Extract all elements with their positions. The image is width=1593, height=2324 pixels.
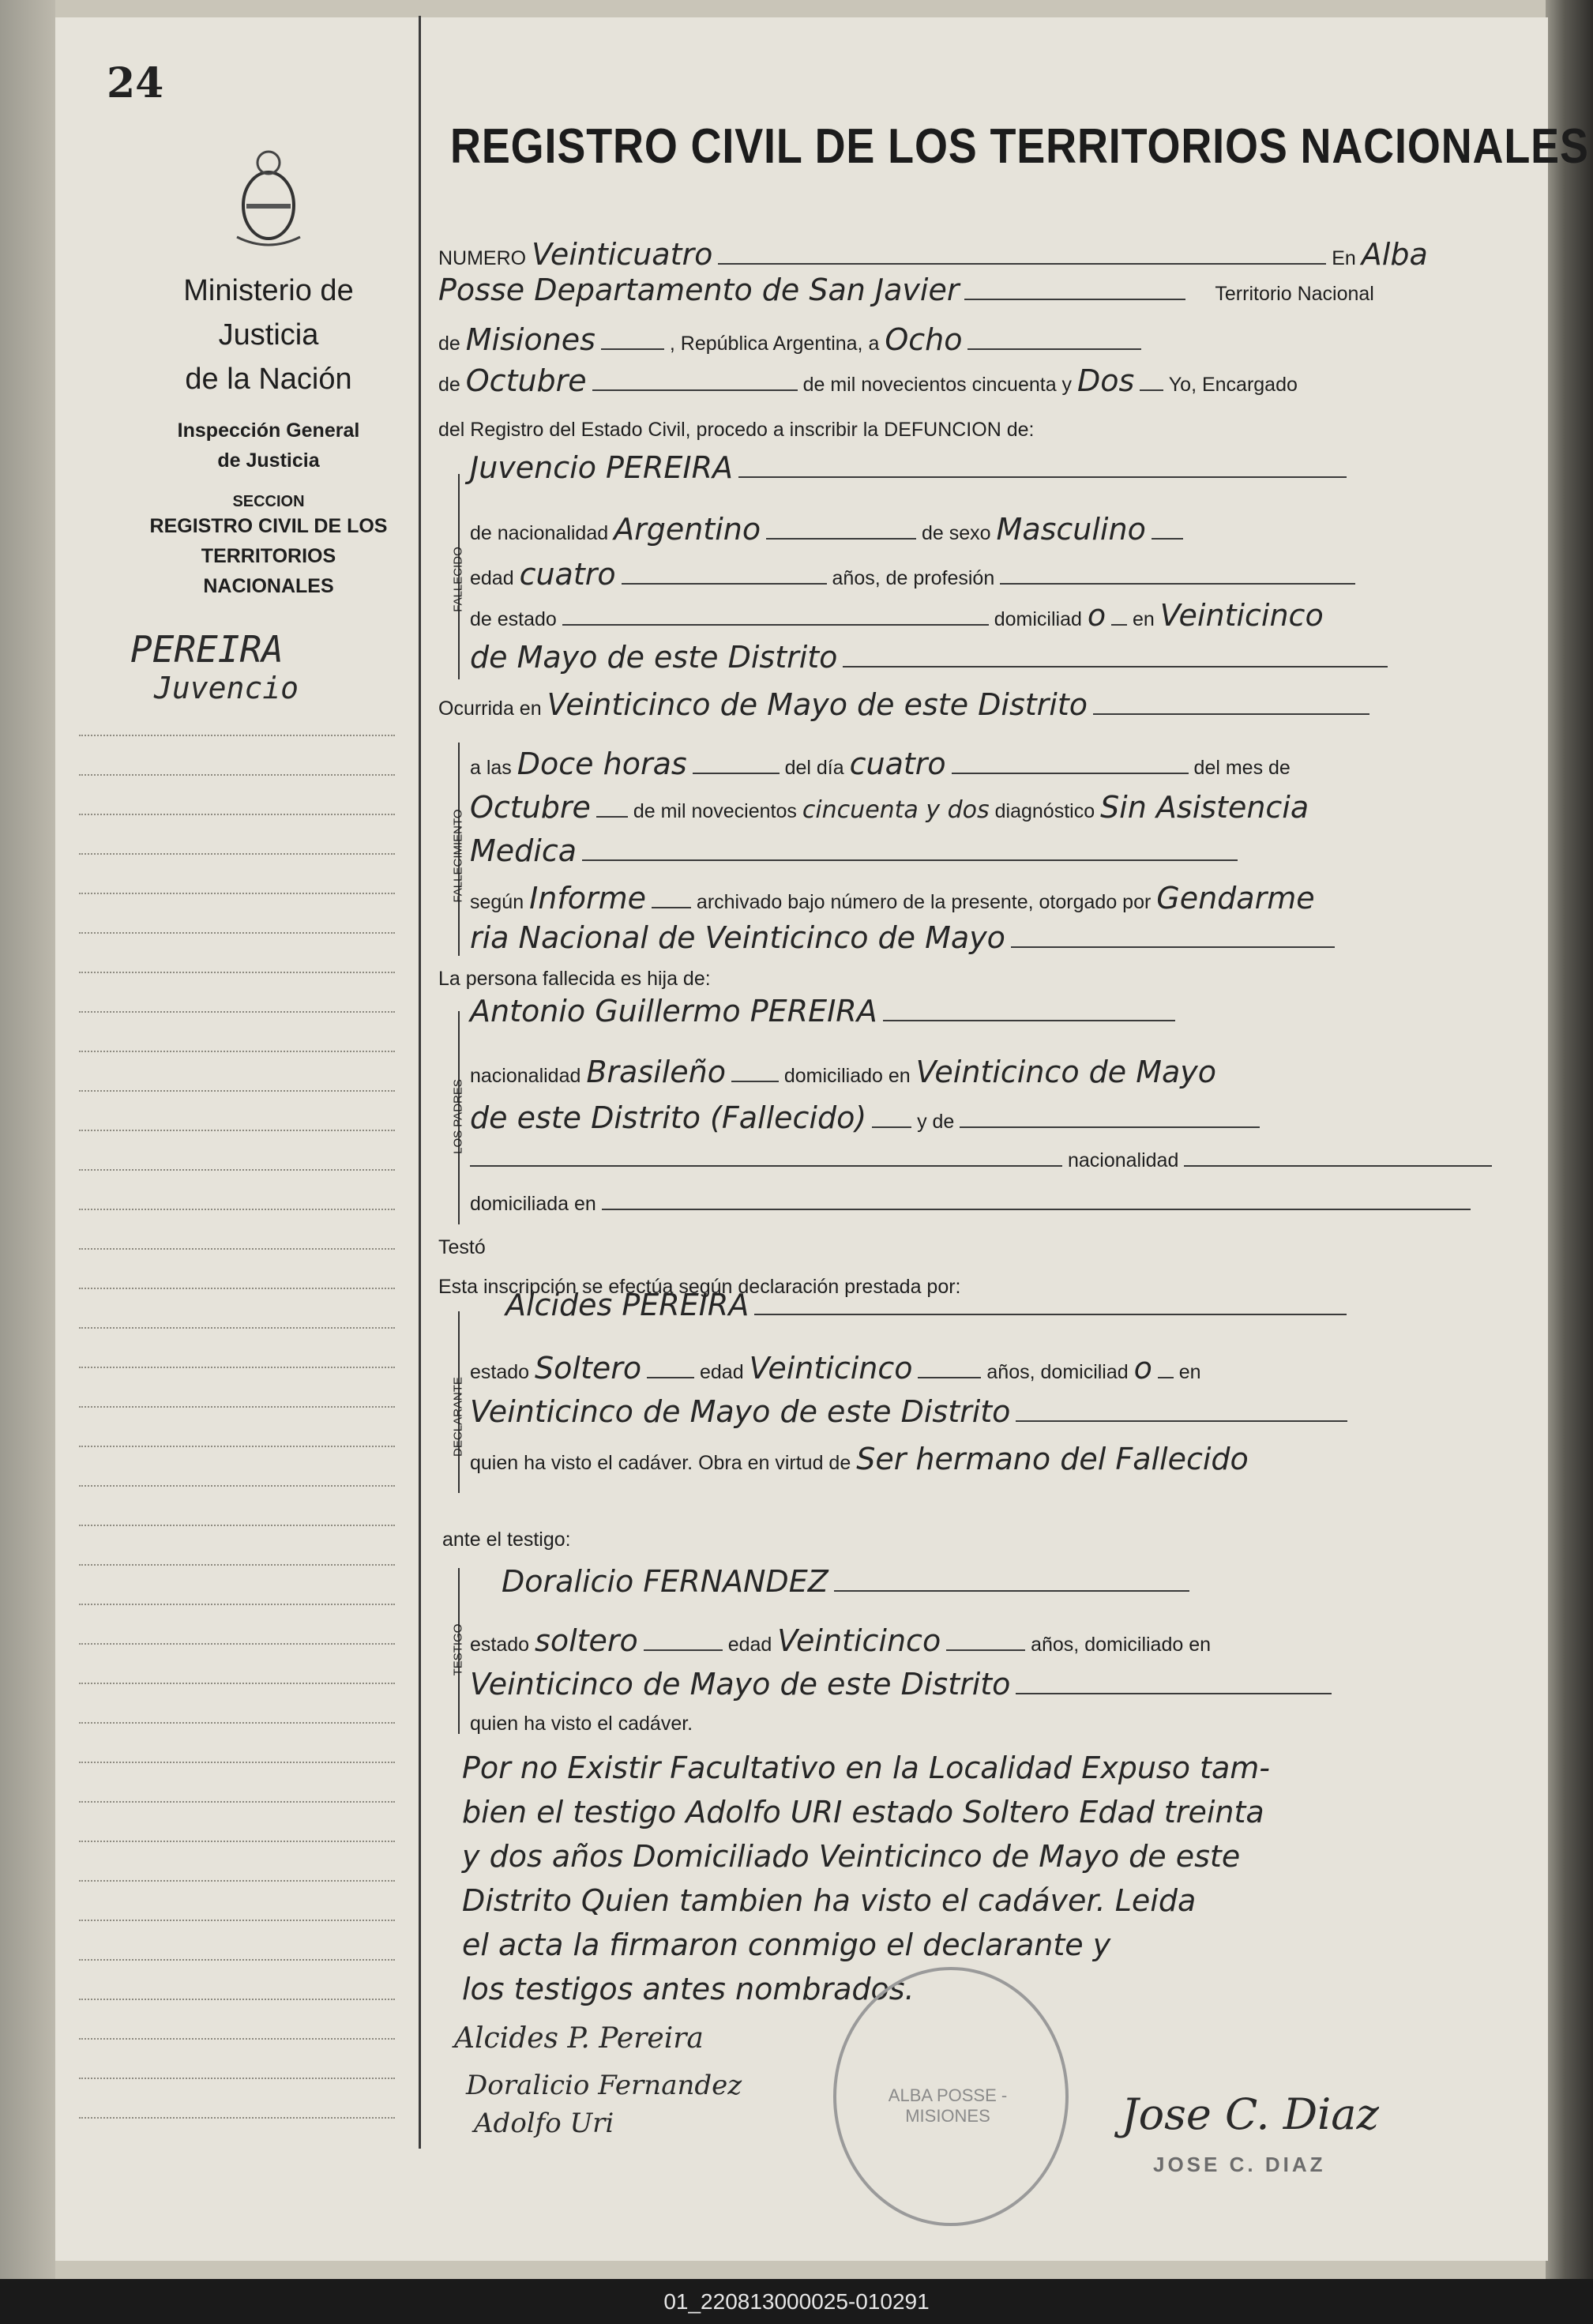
- domiciliado-value: Veinticinco de Mayo: [915, 1055, 1217, 1089]
- hora-row: [470, 746, 1291, 781]
- mes-value: Octubre: [470, 790, 591, 825]
- diagnostico-row-2: [470, 833, 1238, 868]
- testigo-anios-label: años, domiciliado en: [1031, 1634, 1212, 1656]
- dia-value: cuatro: [849, 746, 946, 781]
- note-line: bien el testigo Adolfo URI estado Soltero Edad treinta: [462, 1795, 1264, 1829]
- estado-label: de estado: [470, 608, 557, 630]
- margin-name: [130, 628, 299, 705]
- padres-side-label: LOS PADRES: [451, 1079, 465, 1154]
- fallecido-name: Juvencio PEREIRA: [470, 450, 733, 485]
- domicilio-suffix: o: [1087, 598, 1106, 633]
- day-value: Ocho: [885, 322, 963, 357]
- domiciliado-label: domiciliado en: [783, 1065, 911, 1087]
- segun-value: Informe: [529, 881, 647, 916]
- republica-label: , República Argentina, a: [669, 333, 880, 355]
- note-line: Por no Existir Facultativo en la Localidad Expuso tam-: [462, 1751, 1270, 1785]
- inspection-line2: de Justicia: [217, 449, 320, 472]
- testigo-edad-label: edad: [727, 1634, 772, 1656]
- declarante-intro: Esta inscripción se efectúa según declaración prestada por:: [438, 1276, 961, 1298]
- book-binding: [0, 0, 55, 2279]
- declarante-visto-label: quien ha visto el cadáver. Obra en virtud de: [470, 1452, 851, 1474]
- declarante-side-label: DECLARANTE: [451, 1377, 465, 1457]
- sexo-label: de sexo: [922, 522, 991, 544]
- edad-value: cuatro: [519, 557, 616, 592]
- padre-name-row: [470, 994, 1175, 1029]
- ocurrida-row: [438, 687, 1369, 722]
- ministry-header: [134, 269, 403, 601]
- registry-line1: REGISTRO CIVIL DE LOS: [149, 515, 388, 537]
- note-line: Distrito Quien tambien ha visto el cadáver. Leida: [462, 1883, 1197, 1918]
- declarante-estado-label: estado: [470, 1361, 530, 1383]
- fallecido-nationality-row: [470, 512, 1183, 547]
- testigo-side-label: TESTIGO: [451, 1623, 465, 1676]
- diagnostico-value-2: Medica: [470, 833, 577, 868]
- ocurrida-value: Veinticinco de Mayo de este Distrito: [547, 687, 1088, 722]
- proceed-row: del Registro del Estado Civil, procedo a inscribir la DEFUNCION de:: [438, 419, 1035, 441]
- page-title: REGISTRO CIVIL DE LOS TERRITORIOS NACIONALES: [450, 119, 1589, 174]
- dia-label: del día: [784, 757, 844, 779]
- declarante-en-label: en: [1178, 1361, 1201, 1383]
- testigo-estado-value: soltero: [535, 1623, 638, 1658]
- coat-of-arms-icon: [229, 142, 308, 253]
- madre-domicilio-row: [470, 1193, 1471, 1216]
- declarante-anios-label: años, domiciliad: [986, 1361, 1129, 1383]
- declarante-edad-label: edad: [700, 1361, 744, 1383]
- en-value: Alba: [1361, 237, 1428, 272]
- testigo-edad-value: Veinticinco: [777, 1623, 941, 1658]
- testigo-name-row: [502, 1564, 1189, 1599]
- declarante-estado-row: [470, 1351, 1201, 1386]
- en-label: En: [1332, 247, 1356, 269]
- signature-officer: Jose C. Diaz: [1121, 2089, 1379, 2139]
- fallecimiento-side-label: FALLECIMIENTO: [451, 809, 465, 903]
- de-label: de: [438, 333, 460, 355]
- declarante-dom-suffix: o: [1133, 1351, 1152, 1386]
- testigo-domicilio-row: [470, 1667, 1332, 1702]
- domicilio-value: Veinticinco: [1159, 598, 1324, 633]
- testigo-intro: ante el testigo:: [442, 1529, 571, 1551]
- edad-label: edad: [470, 567, 514, 589]
- archivado-label: archivado bajo número de la presente, otorgado por: [696, 891, 1152, 913]
- nacionalidad-label: de nacionalidad: [470, 522, 609, 544]
- yo-label: Yo, Encargado: [1168, 374, 1298, 396]
- note-line: los testigos antes nombrados.: [462, 1972, 915, 2006]
- diagnostico-label: diagnóstico: [994, 800, 1095, 822]
- margin-divider: [419, 16, 421, 2149]
- padre-nacionalidad-row: [470, 1055, 1216, 1089]
- padres-intro: La persona fallecida es hija de:: [438, 968, 711, 990]
- signature-declarante: Alcides P. Pereira: [454, 2022, 704, 2055]
- signature-testigo-1: Doralicio Fernandez: [466, 2070, 742, 2101]
- anio-value: cincuenta y dos: [802, 796, 990, 824]
- ocurrida-label: Ocurrida en: [438, 698, 542, 720]
- padre-domicilio-row-2: [470, 1100, 1260, 1135]
- fallecido-side-label: FALLECIDO: [451, 547, 465, 612]
- officer-stamp: JOSE C. DIAZ: [1153, 2153, 1326, 2176]
- declarante-visto-row: [470, 1442, 1249, 1476]
- place-value: Posse Departamento de San Javier: [438, 273, 960, 307]
- ministry-line2: de la Nación: [185, 363, 352, 396]
- segun-label: según: [470, 891, 524, 913]
- anio-row: [470, 790, 1309, 825]
- otorgado-value-2: ria Nacional de Veinticinco de Mayo: [470, 920, 1005, 955]
- y-de-label: y de: [917, 1111, 955, 1133]
- nacionalidad-value: Argentino: [614, 512, 761, 547]
- year-label: de mil novecientos cincuenta y: [802, 374, 1073, 396]
- anio-label: de mil novecientos: [633, 800, 797, 822]
- testo-row: Testó: [438, 1236, 486, 1258]
- diagnostico-value: Sin Asistencia: [1100, 790, 1309, 825]
- hora-value: Doce horas: [517, 746, 687, 781]
- domiciliado-value-2: de este Distrito (Fallecido): [470, 1100, 867, 1135]
- domiciliada-label: domiciliada en: [470, 1193, 596, 1215]
- place-row: [438, 273, 1374, 307]
- section-label: SECCION: [232, 493, 305, 510]
- margin-given-name: Juvencio: [154, 671, 299, 705]
- mes-label: del mes de: [1193, 757, 1291, 779]
- otorgado-row-2: [470, 920, 1335, 955]
- month-year-row: [438, 363, 1298, 398]
- fallecido-estado-row: [470, 598, 1324, 633]
- seal-text: ALBA POSSE - MISIONES: [888, 2085, 1008, 2126]
- image-identifier: 01_220813000025-010291: [663, 2289, 930, 2314]
- testigo-name: Doralicio FERNANDEZ: [502, 1564, 828, 1599]
- month-value: Octubre: [465, 363, 587, 398]
- territorio-value: Misiones: [465, 322, 595, 357]
- testigo-estado-row: [470, 1623, 1211, 1658]
- territorio-label: Territorio Nacional: [1215, 283, 1374, 305]
- otorgado-value: Gendarme: [1156, 881, 1315, 916]
- sexo-value: Masculino: [996, 512, 1146, 547]
- declarante-domicilio-row: [470, 1394, 1347, 1429]
- inspection-line1: Inspección General: [177, 419, 360, 442]
- testigo-domicilio-value: Veinticinco de Mayo de este Distrito: [470, 1667, 1011, 1702]
- padre-name: Antonio Guillermo PEREIRA: [470, 994, 877, 1029]
- notes-block: [462, 1746, 1552, 2011]
- padre-nacionalidad-value: Brasileño: [586, 1055, 726, 1089]
- a-las-label: a las: [470, 757, 512, 779]
- testigo-visto-label: quien ha visto el cadáver.: [470, 1713, 693, 1735]
- fallecido-domicilio-row: [470, 640, 1388, 675]
- page-number: 24: [107, 59, 164, 107]
- madre-nacionalidad-row: [470, 1149, 1492, 1172]
- segun-row: [470, 881, 1315, 916]
- fallecido-age-row: [470, 557, 1355, 592]
- numero-row: [438, 237, 1428, 272]
- fallecido-name-row: [470, 450, 1347, 485]
- padre-nacionalidad-label: nacionalidad: [470, 1065, 581, 1087]
- profesion-label: años, de profesión: [832, 567, 995, 589]
- numero-label: NUMERO: [438, 247, 527, 269]
- territory-date-row: [438, 322, 1141, 357]
- en-label-2: en: [1133, 608, 1155, 630]
- signature-testigo-2: Adolfo Uri: [474, 2108, 614, 2139]
- declarante-virtud-value: Ser hermano del Fallecido: [856, 1442, 1249, 1476]
- note-line: y dos años Domiciliado Veinticinco de Mayo de este: [462, 1839, 1241, 1874]
- declarante-edad-value: Veinticinco: [749, 1351, 913, 1386]
- year-value: Dos: [1077, 363, 1135, 398]
- declarante-name: Alcides PEREIRA: [505, 1288, 750, 1322]
- registry-line2: TERRITORIOS NACIONALES: [201, 545, 336, 597]
- ministry-line1: Ministerio de Justicia: [183, 274, 354, 352]
- page-edge: [1546, 0, 1593, 2279]
- de-label-2: de: [438, 374, 460, 396]
- madre-nacionalidad-label: nacionalidad: [1067, 1149, 1179, 1171]
- declarante-domicilio-value: Veinticinco de Mayo de este Distrito: [470, 1394, 1011, 1429]
- declarante-estado-value: Soltero: [535, 1351, 642, 1386]
- testigo-estado-label: estado: [470, 1634, 530, 1656]
- margin-surname: PEREIRA: [130, 628, 284, 671]
- numero-value: Veinticuatro: [532, 237, 713, 272]
- declarante-name-row: [505, 1288, 1347, 1322]
- domicilio-label: domiciliad: [994, 608, 1082, 630]
- footer-bar: [0, 2279, 1593, 2324]
- note-line: el acta la firmaron conmigo el declarante y: [462, 1927, 1111, 1962]
- domicilio-value-2: de Mayo de este Distrito: [470, 640, 838, 675]
